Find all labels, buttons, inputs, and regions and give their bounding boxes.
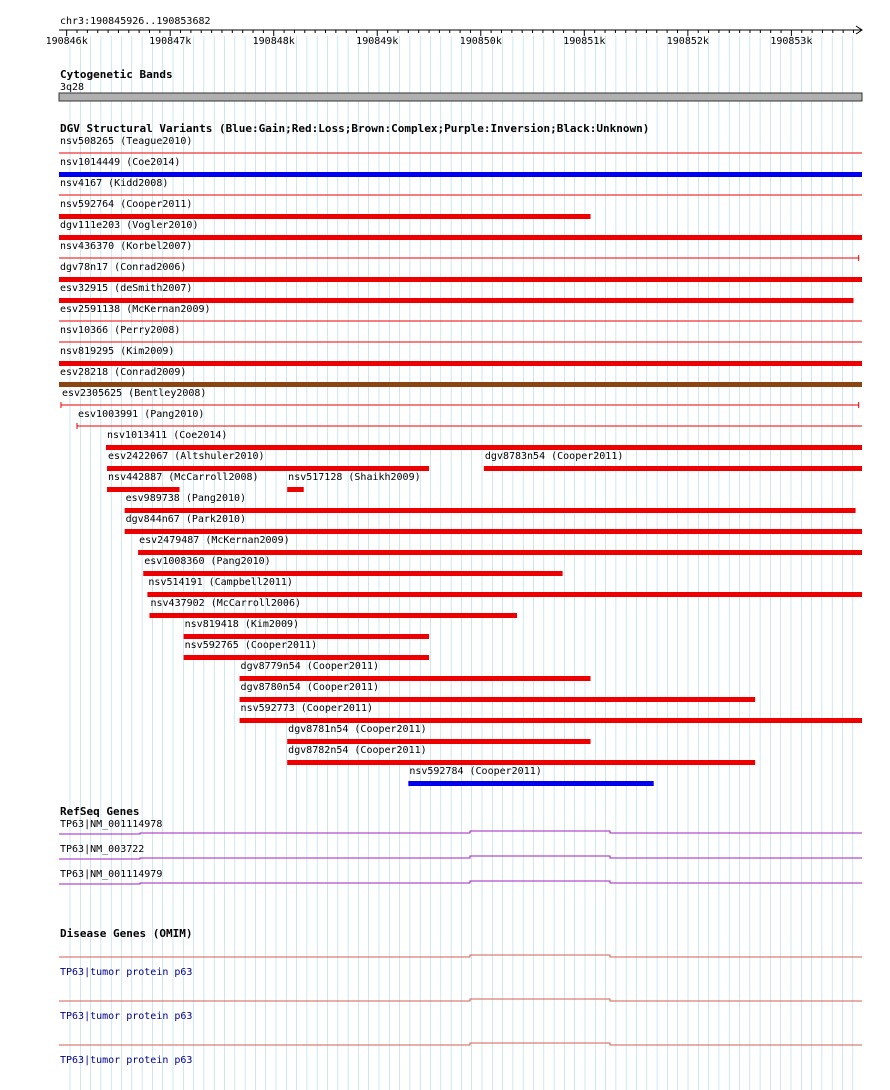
refseq-gene-label: TP63|NM_001114978 [60, 819, 163, 830]
refseq-title: RefSeq Genes [60, 805, 140, 818]
cytoband-title: Cytogenetic Bands [60, 68, 173, 81]
dgv-feature-bar[interactable] [59, 277, 862, 282]
dgv-feature-label: esv2479487 (McKernan2009) [139, 535, 290, 546]
ruler-ticks [46, 30, 854, 47]
dgv-feature-bar[interactable] [59, 214, 591, 219]
refseq-gene-model[interactable] [59, 831, 862, 834]
dgv-feature-label: esv32915 (deSmith2007) [60, 283, 193, 294]
refseq-gene-model[interactable] [59, 881, 862, 884]
dgv-feature-label: esv28218 (Conrad2009) [60, 367, 187, 378]
dgv-feature-label: nsv4167 (Kidd2008) [60, 178, 169, 189]
dgv-feature-bar[interactable] [59, 382, 862, 387]
dgv-feature-label: nsv437902 (McCarroll2006) [150, 598, 302, 609]
cytoband-label: 3q28 [60, 82, 85, 93]
dgv-feature-label: esv989738 (Pang2010) [125, 493, 247, 504]
omim-gene-model[interactable] [59, 1043, 862, 1045]
ruler-tick-label: 190851k [563, 36, 606, 47]
dgv-feature-bar[interactable] [59, 235, 862, 240]
dgv-feature-bar[interactable] [240, 676, 591, 681]
omim-features [59, 955, 862, 1066]
refseq-features [59, 819, 862, 884]
dgv-feature-bar[interactable] [287, 487, 304, 492]
dgv-feature-label: esv1008360 (Pang2010) [144, 556, 271, 567]
dgv-feature-bar[interactable] [287, 760, 755, 765]
dgv-feature-label: nsv514191 (Campbell2011) [148, 577, 293, 588]
ruler-tick-label: 190852k [666, 36, 709, 47]
omim-gene-label[interactable]: TP63|tumor protein p63 [60, 1055, 193, 1066]
dgv-feature-label: dgv8780n54 (Cooper2011) [240, 682, 380, 693]
ruler-location: chr3:190845926..190853682 [60, 16, 211, 27]
dgv-feature-label: nsv1014449 (Coe2014) [60, 157, 181, 168]
dgv-feature-label: dgv8779n54 (Cooper2011) [240, 661, 380, 672]
ruler-tick-label: 190846k [45, 36, 88, 47]
omim-gene-label[interactable]: TP63|tumor protein p63 [60, 1011, 193, 1022]
dgv-feature-bar[interactable] [143, 571, 562, 576]
dgv-feature-bar[interactable] [138, 550, 862, 555]
dgv-feature-label: nsv436370 (Korbel2007) [60, 241, 193, 252]
dgv-feature-bar[interactable] [59, 361, 862, 366]
dgv-feature-label: nsv10366 (Perry2008) [60, 325, 181, 336]
dgv-feature-label: nsv592773 (Cooper2011) [240, 703, 374, 714]
ruler-tick-label: 190847k [149, 36, 192, 47]
dgv-feature-label: esv2591138 (McKernan2009) [60, 304, 211, 315]
dgv-feature-label: esv2422067 (Altshuler2010) [108, 451, 265, 462]
dgv-feature-label: dgv111e203 (Vogler2010) [60, 220, 199, 231]
dgv-feature-label: nsv442887 (McCarroll2008) [108, 472, 259, 483]
omim-track [59, 927, 862, 1066]
omim-title: Disease Genes (OMIM) [60, 927, 193, 940]
dgv-feature-bar[interactable] [107, 487, 179, 492]
dgv-feature-label: dgv844n67 (Park2010) [125, 514, 247, 525]
omim-gene-model[interactable] [59, 955, 862, 957]
refseq-gene-label: TP63|NM_001114979 [60, 869, 163, 880]
ruler-tick-label: 190848k [252, 36, 295, 47]
dgv-feature-bar[interactable] [184, 655, 429, 660]
ruler-tick-label: 190849k [356, 36, 399, 47]
cytoband-bar[interactable] [59, 93, 862, 101]
dgv-feature-bar[interactable] [484, 466, 862, 471]
dgv-feature-bar[interactable] [184, 634, 429, 639]
dgv-feature-bar[interactable] [147, 592, 862, 597]
dgv-feature-label: dgv8781n54 (Cooper2011) [288, 724, 427, 735]
dgv-feature-bar[interactable] [59, 298, 854, 303]
dgv-feature-label: dgv8783n54 (Cooper2011) [484, 451, 624, 462]
dgv-feature-bar[interactable] [287, 739, 590, 744]
refseq-track [59, 805, 862, 884]
dgv-feature-bar[interactable] [125, 508, 856, 513]
dgv-feature-bar[interactable] [125, 529, 862, 534]
dgv-feature-label: esv1003991 (Pang2010) [78, 409, 205, 420]
dgv-feature-label: nsv819295 (Kim2009) [60, 346, 175, 357]
dgv-feature-label: nsv508265 (Teague2010) [60, 136, 193, 147]
dgv-feature-bar[interactable] [59, 172, 862, 177]
dgv-feature-label: dgv8782n54 (Cooper2011) [288, 745, 427, 756]
dgv-feature-bar[interactable] [240, 718, 862, 723]
dgv-track [59, 122, 862, 786]
omim-gene-label[interactable]: TP63|tumor protein p63 [60, 967, 193, 978]
dgv-feature-bar[interactable] [106, 445, 862, 450]
dgv-features [59, 136, 862, 786]
dgv-feature-bar[interactable] [149, 613, 517, 618]
dgv-feature-bar[interactable] [107, 466, 429, 471]
dgv-feature-label: nsv517128 (Shaikh2009) [288, 472, 421, 483]
dgv-feature-label: nsv1013411 (Coe2014) [107, 430, 228, 441]
ruler-tick-label: 190850k [459, 36, 502, 47]
dgv-feature-label: nsv592764 (Cooper2011) [60, 199, 193, 210]
dgv-title: DGV Structural Variants (Blue:Gain;Red:Loss;Brown:Complex;Purple:Inversion;Black:Unknown) [60, 122, 650, 135]
dgv-feature-label: esv2305625 (Bentley2008) [61, 388, 207, 399]
omim-gene-model[interactable] [59, 999, 862, 1001]
refseq-gene-model[interactable] [59, 856, 862, 859]
dgv-feature-label: nsv592784 (Cooper2011) [409, 766, 542, 777]
dgv-feature-bar[interactable] [408, 781, 653, 786]
ruler-tick-label: 190853k [770, 36, 813, 47]
dgv-feature-label: nsv592765 (Cooper2011) [184, 640, 318, 651]
dgv-feature-label: nsv819418 (Kim2009) [184, 619, 300, 630]
dgv-feature-label: dgv78n17 (Conrad2006) [60, 262, 187, 273]
dgv-feature-bar[interactable] [240, 697, 756, 702]
cytoband-track [59, 68, 862, 101]
refseq-gene-label: TP63|NM_003722 [60, 844, 145, 855]
